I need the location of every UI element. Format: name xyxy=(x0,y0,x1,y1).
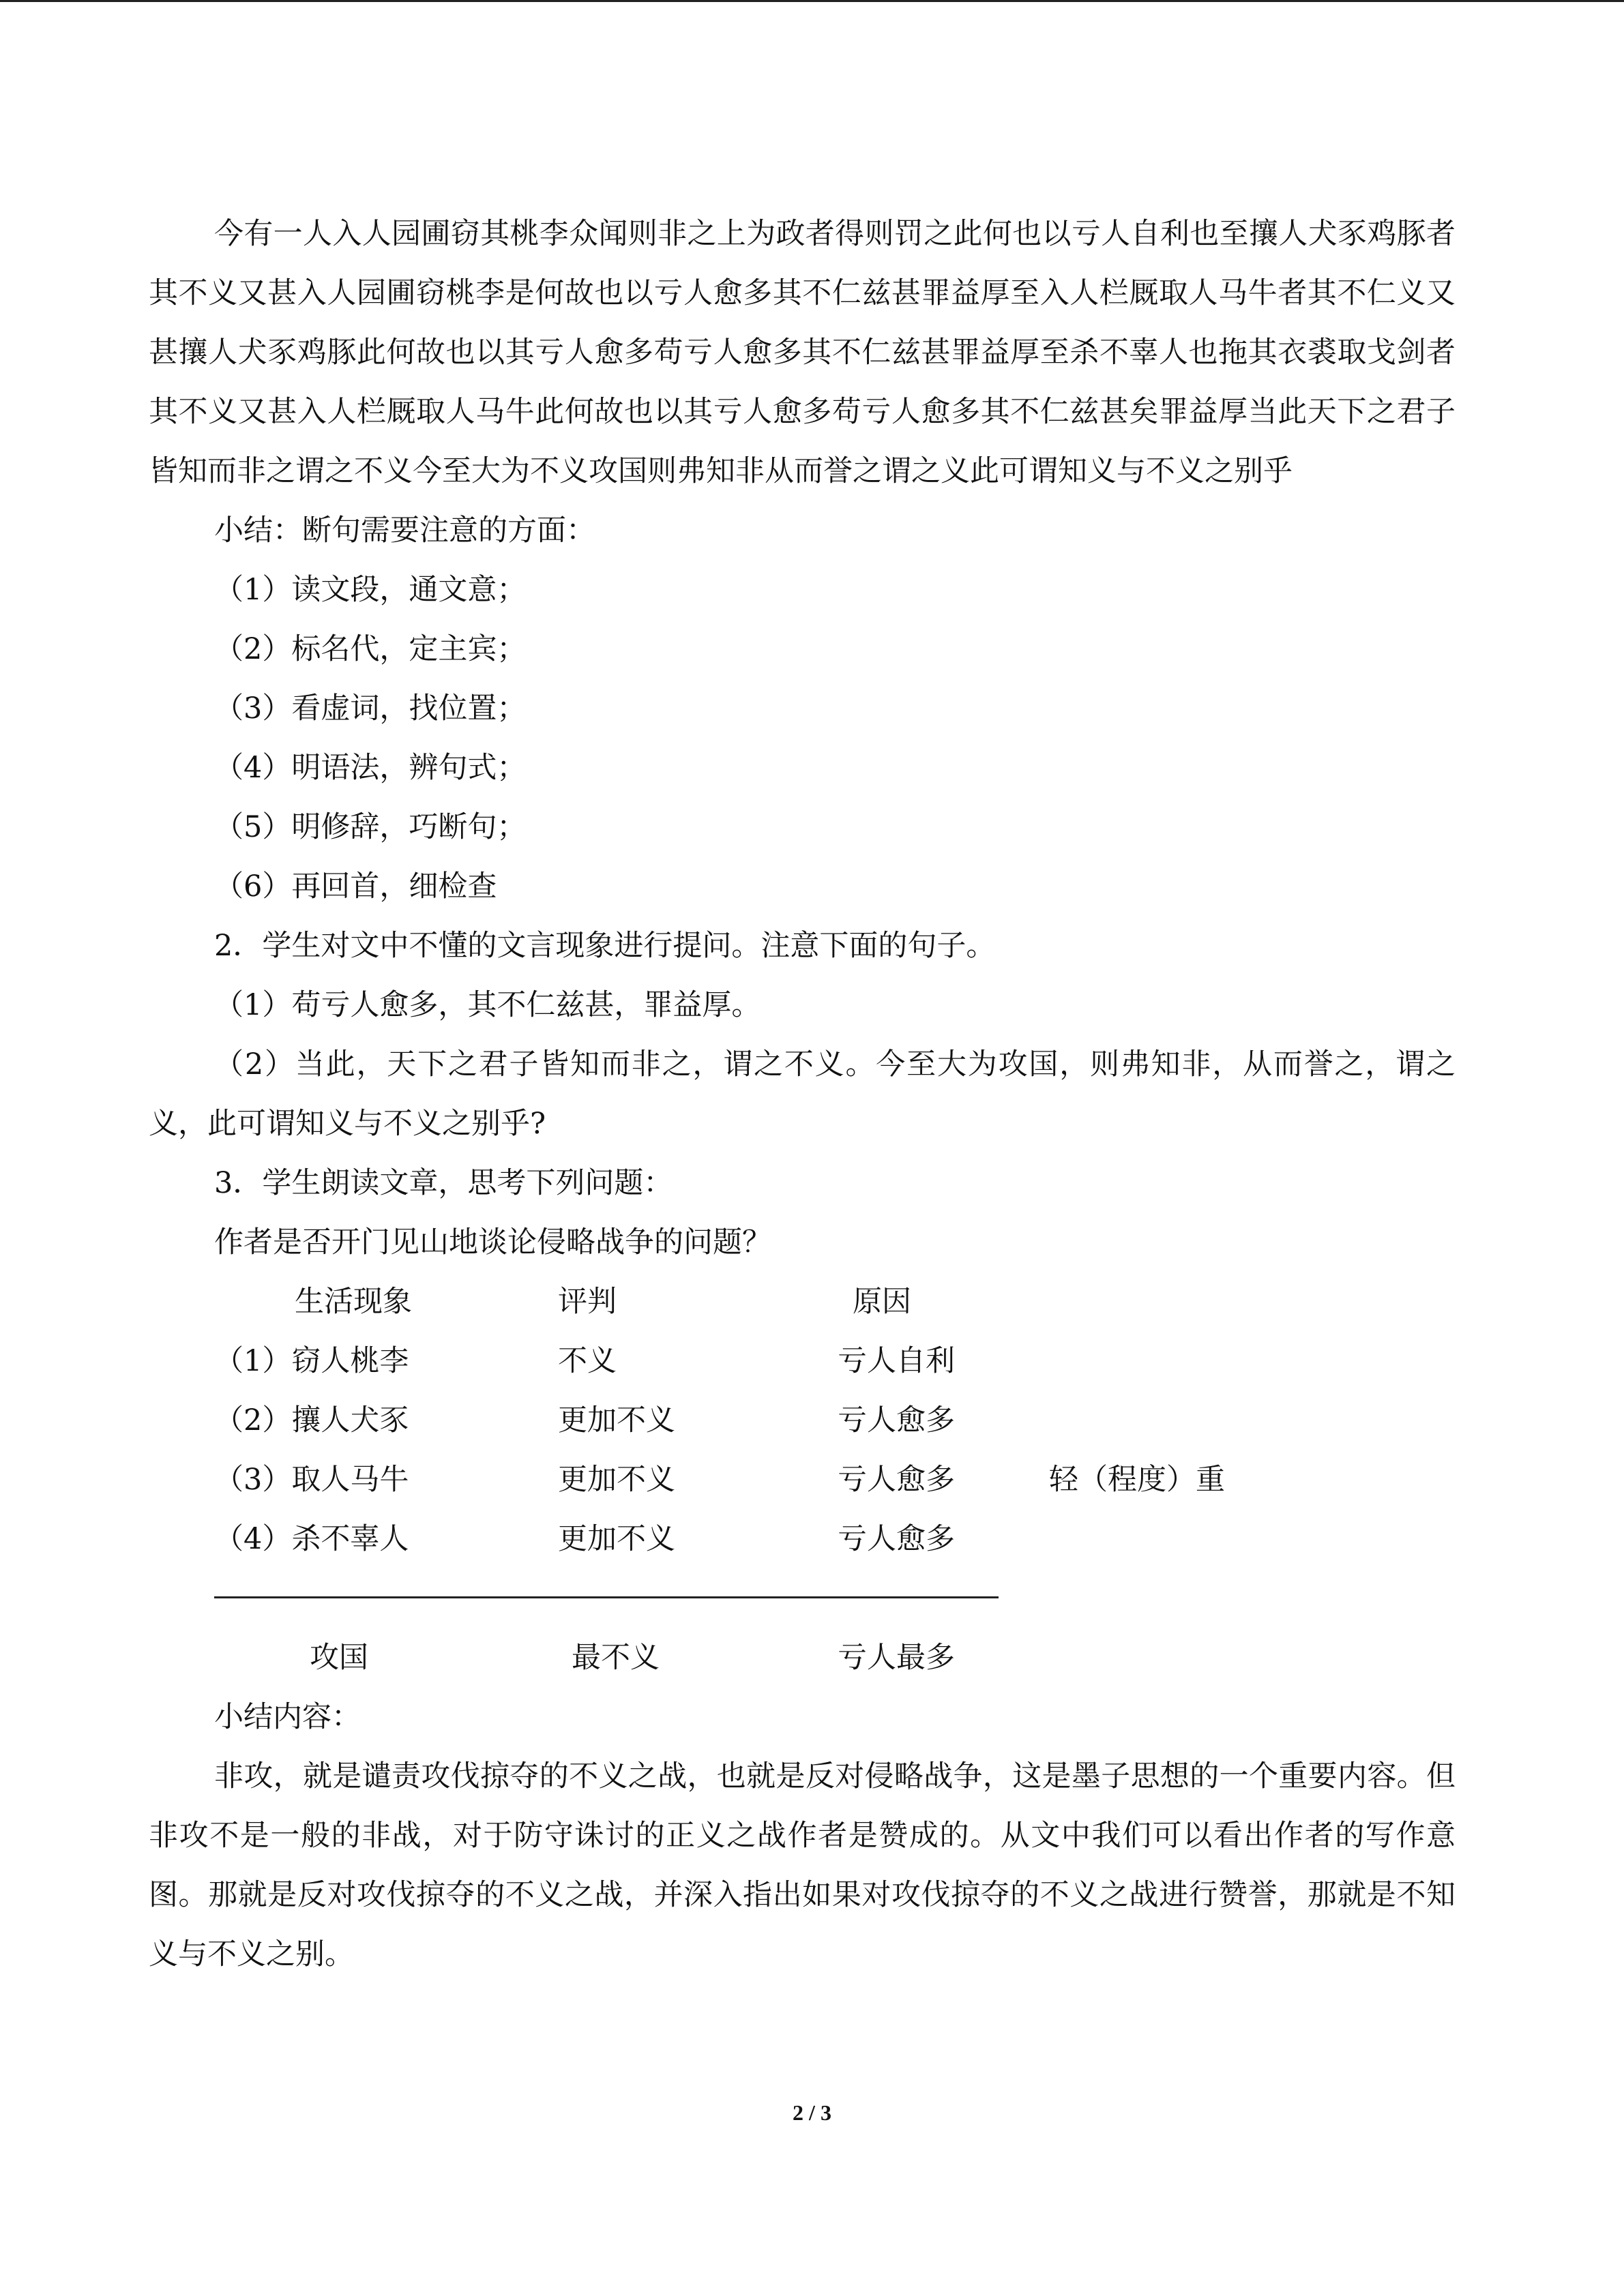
bottom-phenomenon: 攻国 xyxy=(310,1641,368,1675)
table-row xyxy=(149,1332,1456,1391)
summary-content-text: 非攻，就是谴责攻伐掠夺的不义之战，也就是反对侵略战争，这是墨子思想的一个重要内容。但非攻不是一般的非战，对于防守诛讨的正义之战作者是赞成的。从文中我们可以看出作者的写作意图。那就是反对攻伐掠夺的不义之战，并深入指出如果对攻伐掠夺的不义之战进行赞誉，那就是不知义与不义之别。 xyxy=(149,1759,1456,1971)
step2-title: 2．学生对文中不懂的文言现象进行提问。注意下面的句子。 xyxy=(214,929,996,963)
row-phenomenon: （1）窃人桃李 xyxy=(214,1344,409,1378)
degree-note: 轻（程度）重 xyxy=(1049,1463,1225,1497)
top-border-line xyxy=(0,0,1624,2)
summary-item: （3）看虚词，找位置； xyxy=(214,691,527,726)
sentence-2: （2）当此，天下之君子皆知而非之，谓之不义。今至大为攻国，则弗知非，从而誉之，谓之义，此可谓知义与不义之别乎? xyxy=(149,1047,1456,1141)
summary-item: （2）标名代，定主宾； xyxy=(214,632,527,666)
table-row xyxy=(149,1391,1456,1450)
row-reason: 亏人愈多 xyxy=(838,1463,955,1497)
table-bottom-row xyxy=(149,1628,1456,1688)
bottom-judgement: 最不义 xyxy=(572,1641,660,1675)
summary-content-title: 小结内容： xyxy=(214,1700,361,1734)
header-judgement: 评判 xyxy=(558,1285,617,1319)
row-reason: 亏人愈多 xyxy=(838,1522,955,1556)
row-judgement: 更加不义 xyxy=(558,1403,675,1437)
page-number: 2 / 3 xyxy=(793,2100,831,2125)
header-phenomenon: 生活现象 xyxy=(295,1285,412,1319)
question: 作者是否开门见山地谈论侵略战争的问题？ xyxy=(214,1225,771,1259)
document-body xyxy=(149,205,1456,1984)
row-judgement: 更加不义 xyxy=(558,1522,675,1556)
row-phenomenon: （3）取人马牛 xyxy=(214,1463,409,1497)
summary-item: （4）明语法，辨句式； xyxy=(214,751,527,785)
header-reason: 原因 xyxy=(853,1285,911,1319)
table-header xyxy=(149,1272,1456,1332)
classical-passage: 今有一人入人园圃窃其桃李众闻则非之上为政者得则罚之此何也以亏人自利也至攘人犬豕鸡豚者其不义又甚入人园圃窃桃李是何故也以亏人愈多其不仁兹甚罪益厚至入人栏厩取人马牛者其不仁义又甚攘人犬豕鸡豚此何故也以其亏人愈多苟亏人愈多其不仁兹甚罪益厚至杀不辜人也拖其衣裘取戈剑者其不义又甚入人栏厩取人马牛此何故也以其亏人愈多苟亏人愈多其不仁兹甚矣罪益厚当此天下之君子皆知而非之谓之不义今至大为不义攻国则弗知非从而誉之谓之义此可谓知义与不义之别乎 xyxy=(149,217,1456,488)
summary-title: 小结：断句需要注意的方面： xyxy=(214,513,595,548)
summary-item: （6）再回首，细检查 xyxy=(214,869,497,904)
row-reason: 亏人愈多 xyxy=(838,1403,955,1437)
row-phenomenon: （4）杀不辜人 xyxy=(214,1522,409,1556)
row-phenomenon: （2）攘人犬豕 xyxy=(214,1403,409,1437)
table-divider-row xyxy=(149,1569,1456,1628)
summary-item: （1）读文段，通文意； xyxy=(214,573,527,607)
summary-item: （5）明修辞，巧断句； xyxy=(214,810,527,844)
step3-title: 3．学生朗读文章，思考下列问题： xyxy=(214,1166,673,1200)
sentence-1: （1）苟亏人愈多，其不仁兹甚，罪益厚。 xyxy=(214,988,761,1022)
table-row xyxy=(149,1450,1456,1510)
table-row xyxy=(149,1510,1456,1569)
bottom-reason: 亏人最多 xyxy=(838,1641,955,1675)
table-divider-line xyxy=(214,1596,999,1598)
row-judgement: 不义 xyxy=(558,1344,617,1378)
row-judgement: 更加不义 xyxy=(558,1463,675,1497)
row-reason: 亏人自利 xyxy=(838,1344,955,1378)
